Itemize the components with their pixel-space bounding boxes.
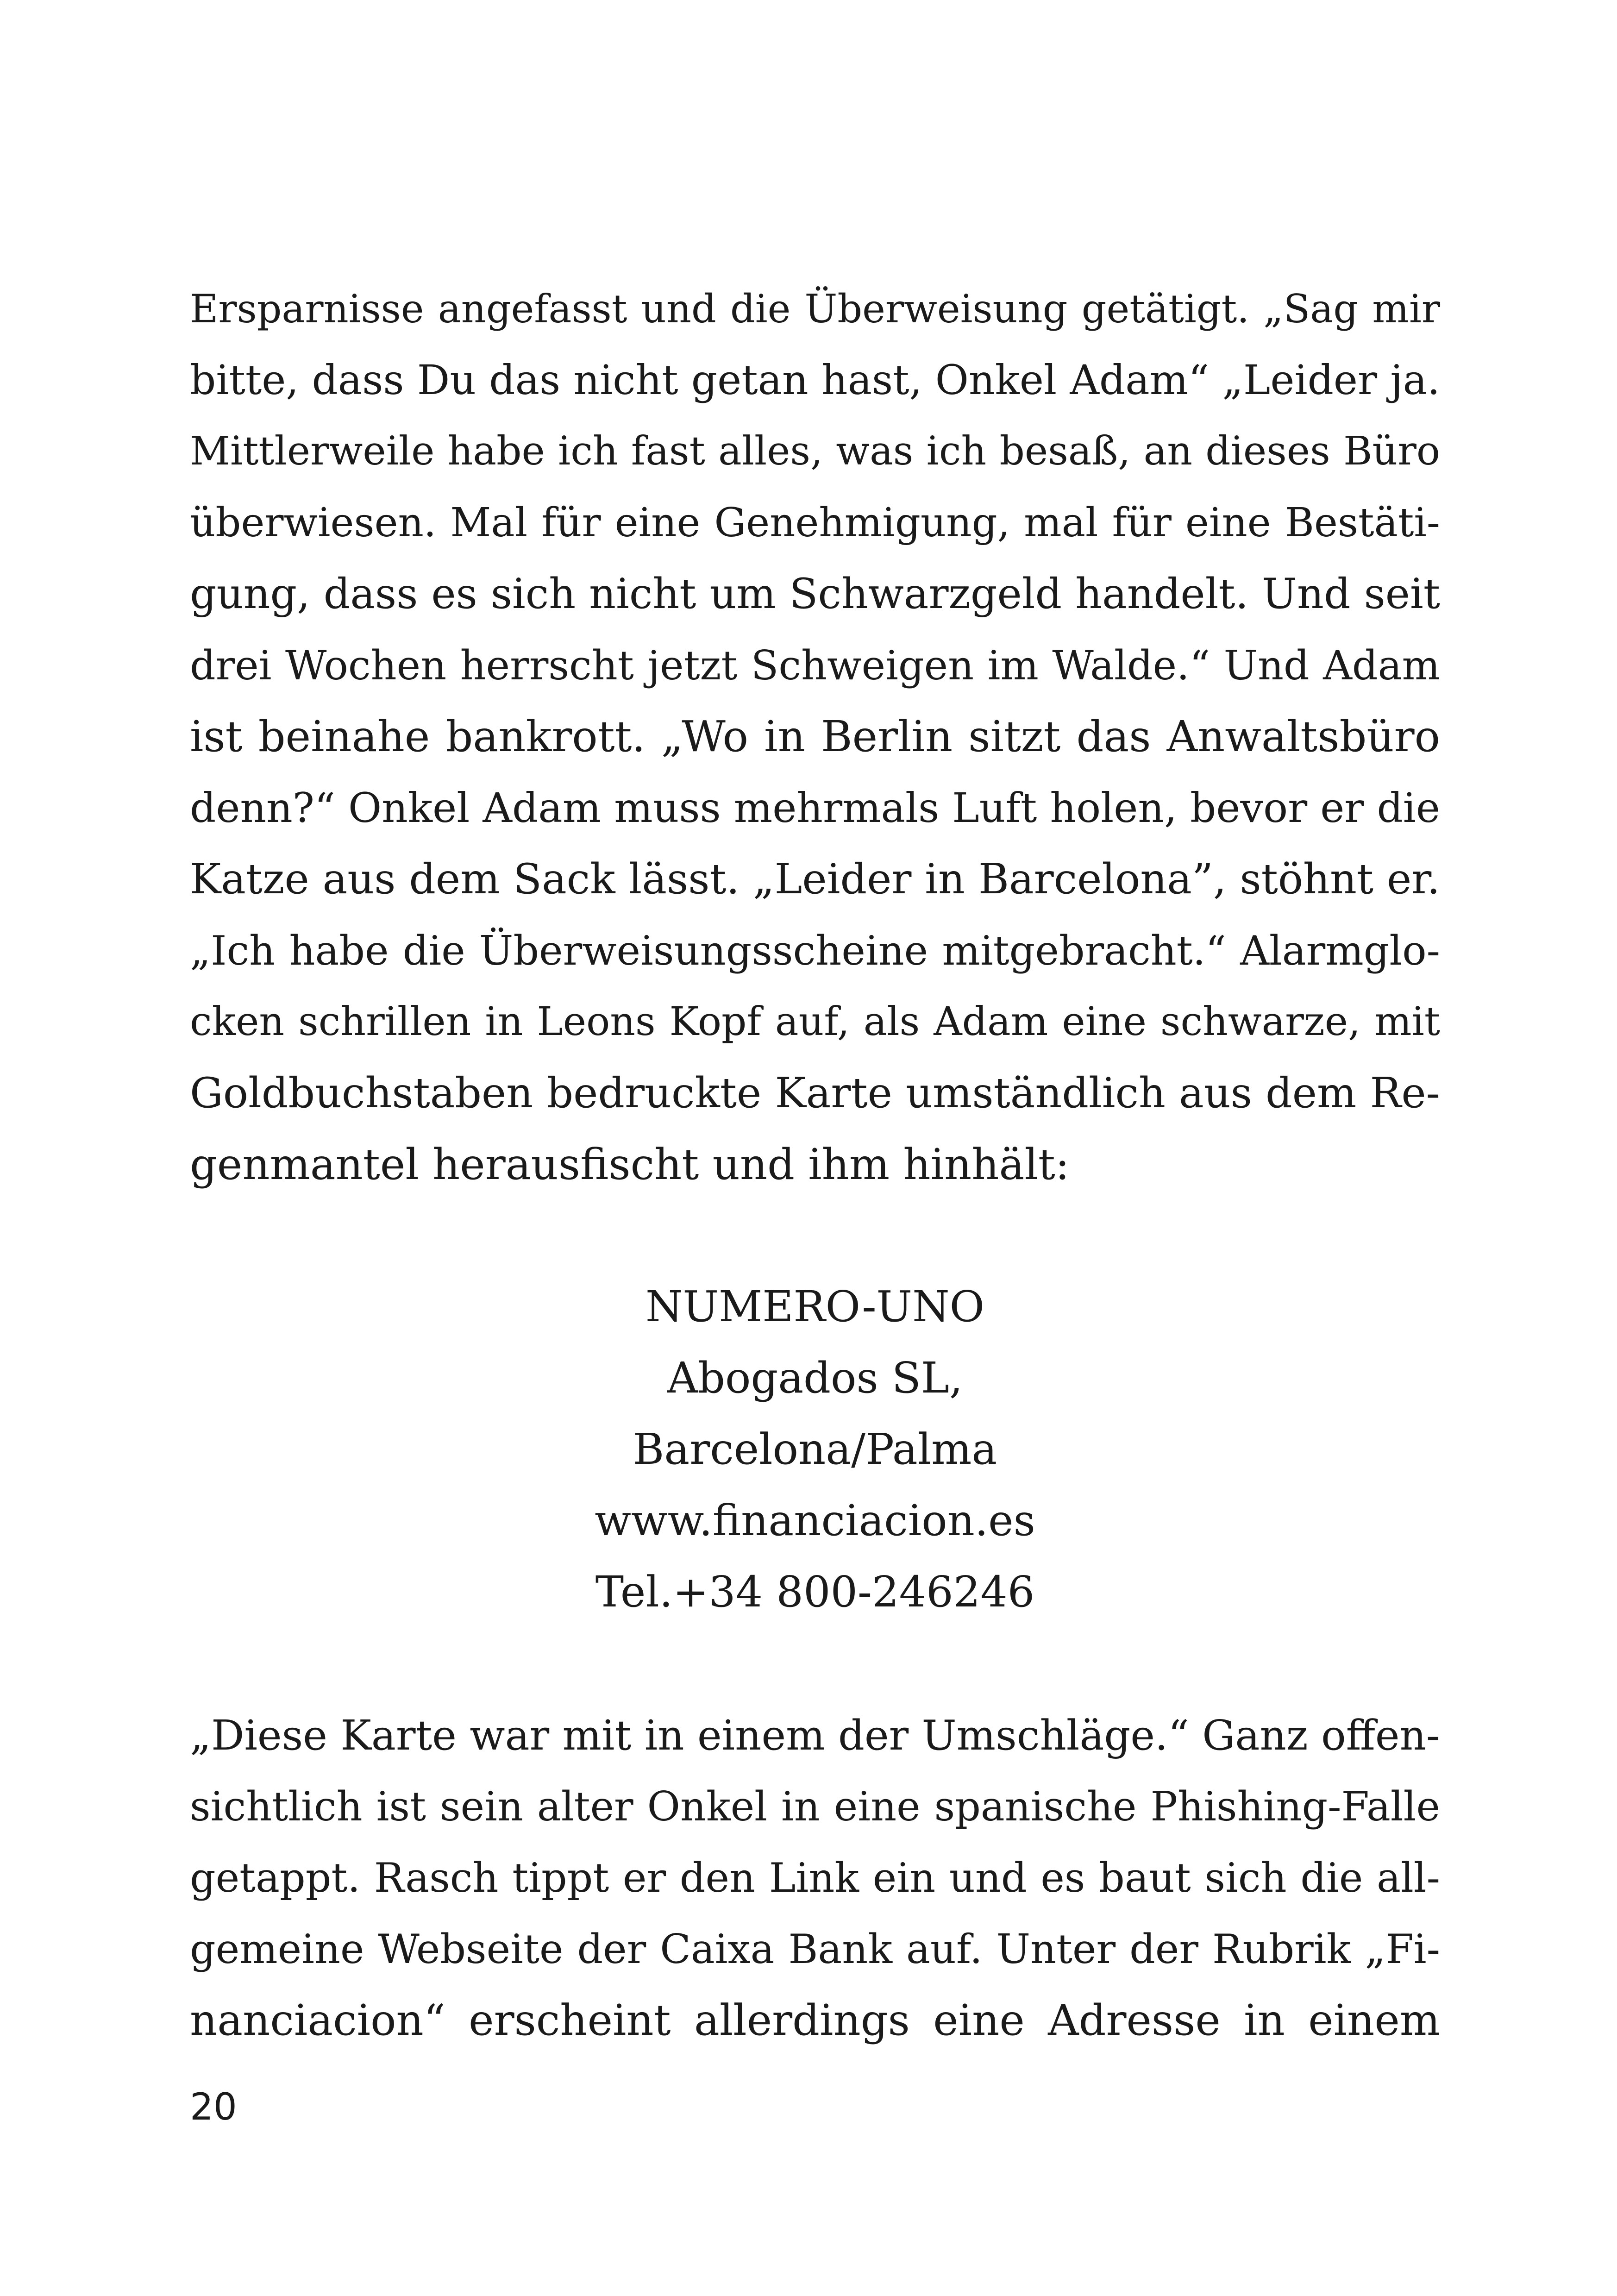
- text-line: cken schrillen in Leons Kopf auf, als Adam eine schwarze, mit: [190, 999, 1440, 1045]
- text-line: Ersparnisse angefasst und die Überweisung getätigt. „Sag mir: [190, 286, 1440, 332]
- paragraph-2: [190, 1700, 1440, 2056]
- business-card-text: [190, 1271, 1440, 1628]
- text-line: sichtlich ist sein alter Onkel in eine spanische Phishing-Falle: [190, 1783, 1440, 1830]
- text-line: überwiesen. Mal für eine Genehmigung, mal für eine Bestäti-: [190, 500, 1440, 546]
- text-line: bitte, dass Du das nicht getan hast, Onkel Adam“ „Leider ja.: [190, 356, 1440, 404]
- text-line: „Ich habe die Überweisungsscheine mitgebracht.“ Alarmglo-: [190, 927, 1440, 974]
- text-line: genmantel herausfischt und ihm hinhält:: [190, 1140, 1070, 1189]
- text-line: denn?“ Onkel Adam muss mehrmals Luft holen, bevor er die: [190, 784, 1440, 832]
- text-line: drei Wochen herrscht jetzt Schweigen im Walde.“ Und Adam: [190, 642, 1440, 689]
- card-company: NUMERO-UNO: [645, 1282, 984, 1331]
- text-line: Goldbuchstaben bedruckte Karte umständlich aus dem Re-: [190, 1069, 1440, 1117]
- text-line: „Diese Karte war mit in einem der Umschläge.“ Ganz offen-: [190, 1711, 1440, 1759]
- text-line: ist beinahe bankrott. „Wo in Berlin sitzt das Anwaltsbüro: [190, 712, 1440, 761]
- card-location: Barcelona/Palma: [633, 1424, 997, 1474]
- text-line: getappt. Rasch tippt er den Link ein und es baut sich die all-: [190, 1854, 1440, 1901]
- text-line: Mittlerweile habe ich fast alles, was ich besaß, an dieses Büro: [190, 428, 1440, 474]
- paragraph-1: [190, 273, 1440, 1200]
- card-firm-type: Abogados SL,: [667, 1353, 963, 1403]
- text-line: Katze aus dem Sack lässt. „Leider in Barcelona”, stöhnt er.: [190, 855, 1440, 903]
- page-number: 20: [190, 2085, 237, 2128]
- text-line: gung, dass es sich nicht um Schwarzgeld handelt. Und seit: [190, 570, 1440, 618]
- card-phone: Tel.+34 800-246246: [595, 1567, 1035, 1617]
- card-website: www.financiacion.es: [595, 1496, 1035, 1545]
- text-line: gemeine Webseite der Caixa Bank auf. Unter der Rubrik „Fi-: [190, 1926, 1440, 1973]
- text-line: nanciacion“ erscheint allerdings eine Adresse in einem: [190, 1995, 1440, 2045]
